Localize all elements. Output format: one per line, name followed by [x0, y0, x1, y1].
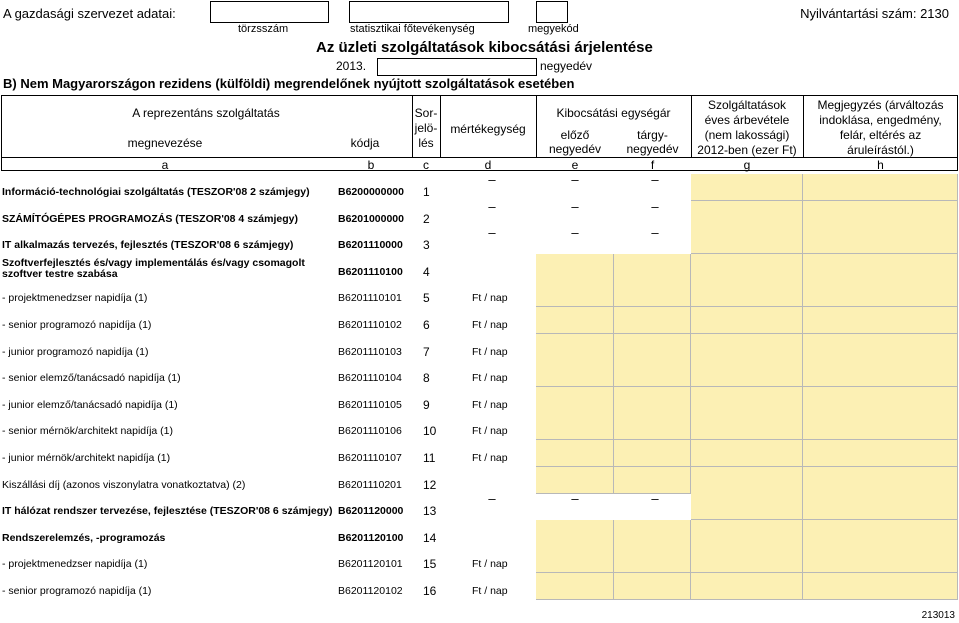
input-cell-e-row-5[interactable]: [536, 280, 614, 307]
input-cell-h-row-10[interactable]: [803, 413, 958, 440]
col-a-label: a: [161, 158, 169, 172]
elozo-header-2: negyedév: [548, 142, 602, 156]
input-cell-g-row-3[interactable]: [691, 227, 803, 254]
dash-mark: –: [488, 172, 496, 187]
col-c-label: c: [423, 158, 429, 172]
input-cell-h-row-15[interactable]: [803, 546, 958, 573]
row-name: SZÁMÍTÓGÉPES PROGRAMOZÁS (TESZOR'08 4 számjegy): [2, 213, 298, 225]
torzsszam-field[interactable]: [210, 1, 329, 23]
input-cell-f-row-15[interactable]: [614, 546, 691, 573]
input-cell-g-row-10[interactable]: [691, 413, 803, 440]
quarter-field[interactable]: [377, 58, 537, 76]
input-cell-g-row-15[interactable]: [691, 546, 803, 573]
input-cell-h-row-6[interactable]: [803, 307, 958, 334]
row-name: - senior mérnök/architekt napidíja (1): [2, 425, 173, 437]
row-name: Szoftverfejlesztés és/vagy implementálás és/vagy csomagolt: [2, 257, 305, 269]
row-number: 2: [423, 212, 430, 226]
input-cell-g-row-4[interactable]: [691, 254, 803, 281]
row-name: - senior programozó napidíja (1): [2, 585, 152, 597]
row-name: - projektmenedzser napidíja (1): [2, 558, 148, 570]
row-code: B6201110107: [338, 452, 402, 464]
megnevezese-header: megnevezése: [127, 136, 203, 150]
row-unit: Ft / nap: [472, 292, 508, 304]
row-number: 5: [423, 291, 430, 305]
row-number: 7: [423, 345, 430, 359]
input-cell-g-row-16[interactable]: [691, 573, 803, 600]
input-cell-f-row-8[interactable]: [614, 360, 691, 387]
dash-mark: –: [571, 491, 579, 506]
input-cell-e-row-9[interactable]: [536, 387, 614, 414]
szolg-header-3: (nem lakossági): [704, 128, 790, 142]
input-cell-f-row-10[interactable]: [614, 413, 691, 440]
dash-mark: –: [571, 225, 579, 240]
col-d-label: d: [484, 158, 492, 172]
row-number: 3: [423, 238, 430, 252]
row-code: B6201110102: [338, 319, 402, 331]
input-cell-f-row-14[interactable]: [614, 520, 691, 547]
input-cell-h-row-8[interactable]: [803, 360, 958, 387]
row-name: - senior programozó napidíja (1): [2, 319, 152, 331]
row-name: Rendszerelemzés, -programozás: [2, 532, 166, 544]
row-code: B6201120100: [338, 532, 404, 544]
dash-mark: –: [651, 225, 659, 240]
row-name: Kiszállási díj (azonos viszonylatra vonatkoztatva) (2): [2, 479, 246, 491]
input-cell-h-row-4[interactable]: [803, 254, 958, 281]
input-cell-g-row-2[interactable]: [691, 201, 803, 228]
dash-mark: –: [488, 491, 496, 506]
megj-header-2: indoklása, engedmény,: [819, 113, 942, 127]
statisztikai-field[interactable]: [349, 1, 509, 23]
row-number: 4: [423, 265, 430, 279]
row-number: 15: [423, 557, 437, 571]
input-cell-g-row-13[interactable]: [691, 493, 803, 520]
input-cell-g-row-8[interactable]: [691, 360, 803, 387]
megyekod-field[interactable]: [536, 1, 568, 23]
row-unit: Ft / nap: [472, 558, 508, 570]
input-cell-h-row-2[interactable]: [803, 201, 958, 228]
row-unit: Ft / nap: [472, 585, 508, 597]
input-cell-f-row-12[interactable]: [614, 467, 691, 494]
row-number: 1: [423, 185, 430, 199]
row-number: 8: [423, 371, 430, 385]
sor-header-1: Sor-: [414, 106, 438, 120]
row-code: B6201120102: [338, 585, 403, 597]
row-number: 13: [423, 504, 437, 518]
col-f-label: f: [650, 158, 655, 172]
input-cell-g-row-1[interactable]: [691, 174, 803, 201]
input-cell-h-row-13[interactable]: [803, 493, 958, 520]
input-cell-g-row-14[interactable]: [691, 520, 803, 547]
statisztikai-label: statisztikai főtevékenység: [350, 23, 475, 35]
org-data-label: A gazdasági szervezet adatai:: [3, 6, 176, 21]
megj-header-4: áruleírástól.): [847, 143, 914, 157]
input-cell-e-row-8[interactable]: [536, 360, 614, 387]
input-cell-g-row-11[interactable]: [691, 440, 803, 467]
input-cell-h-row-5[interactable]: [803, 280, 958, 307]
section-title: B) Nem Magyarországon rezidens (külföldi) megrendelőnek nyújtott szolgáltatások esetében: [3, 76, 575, 91]
row-number: 16: [423, 584, 437, 598]
row-name: - junior programozó napidíja (1): [2, 346, 149, 358]
elozo-header-1: előző: [560, 128, 590, 142]
input-cell-e-row-7[interactable]: [536, 334, 614, 361]
col-e-label: e: [571, 158, 579, 172]
sor-header-3: lés: [418, 136, 434, 150]
input-cell-f-row-7[interactable]: [614, 334, 691, 361]
input-cell-h-row-7[interactable]: [803, 334, 958, 361]
input-cell-f-row-6[interactable]: [614, 307, 691, 334]
input-cell-g-row-12[interactable]: [691, 467, 803, 494]
year-label: 2013.: [336, 59, 367, 73]
torzsszam-label: törzsszám: [238, 23, 289, 35]
col-b-label: b: [367, 158, 375, 172]
row-name: - junior mérnök/architekt napidíja (1): [2, 452, 171, 464]
row-code: B6201110000: [338, 239, 403, 251]
row-name-cont: szoftver testre szabása: [2, 268, 118, 280]
input-cell-g-row-5[interactable]: [691, 280, 803, 307]
input-cell-e-row-10[interactable]: [536, 413, 614, 440]
input-cell-h-row-9[interactable]: [803, 387, 958, 414]
row-unit: Ft / nap: [472, 319, 508, 331]
row-unit: Ft / nap: [472, 372, 508, 384]
mertekegyseg-header: mértékegység: [450, 122, 526, 136]
input-cell-g-row-9[interactable]: [691, 387, 803, 414]
row-code: B6201110101: [338, 292, 402, 304]
input-cell-e-row-14[interactable]: [536, 520, 614, 547]
input-cell-e-row-16[interactable]: [536, 573, 614, 600]
row-code: B6201110103: [338, 346, 402, 358]
input-cell-e-row-11[interactable]: [536, 440, 614, 467]
row-unit: Ft / nap: [472, 346, 508, 358]
input-cell-h-row-14[interactable]: [803, 520, 958, 547]
row-number: 6: [423, 318, 430, 332]
input-cell-f-row-5[interactable]: [614, 280, 691, 307]
row-number: 10: [423, 424, 437, 438]
row-name: - junior elemző/tanácsadó napidíja (1): [2, 399, 178, 411]
row-unit: Ft / nap: [472, 452, 508, 464]
input-cell-f-row-4[interactable]: [614, 254, 691, 281]
input-cell-h-row-3[interactable]: [803, 227, 958, 254]
row-name: IT hálózat rendszer tervezése, fejlesztése (TESZOR'08 6 számjegy): [2, 505, 333, 517]
row-name: - projektmenedzser napidíja (1): [2, 292, 148, 304]
row-name: IT alkalmazás tervezés, fejlesztés (TESZOR'08 6 számjegy): [2, 239, 294, 251]
row-code: B6201110100: [338, 266, 403, 278]
row-number: 12: [423, 478, 437, 492]
input-cell-h-row-11[interactable]: [803, 440, 958, 467]
dash-mark: –: [488, 225, 496, 240]
row-code: B6201110105: [338, 399, 402, 411]
targy-header-1: tárgy-: [637, 128, 668, 142]
footer-code: 213013: [921, 610, 955, 621]
quarter-label: negyedév: [540, 59, 593, 73]
page-title: Az üzleti szolgáltatások kibocsátási árjelentése: [316, 39, 653, 56]
row-code: B6201000000: [338, 213, 404, 225]
dash-mark: –: [488, 199, 496, 214]
row-unit: Ft / nap: [472, 399, 508, 411]
input-cell-e-row-12[interactable]: [536, 467, 614, 494]
megj-header-1: Megjegyzés (árváltozás: [817, 98, 944, 112]
row-number: 9: [423, 398, 430, 412]
row-code: B6201120101: [338, 558, 403, 570]
input-cell-e-row-15[interactable]: [536, 546, 614, 573]
kibocsatasi-header: Kibocsátási egységár: [556, 106, 671, 120]
dash-mark: –: [651, 491, 659, 506]
dash-mark: –: [571, 172, 579, 187]
input-cell-e-row-6[interactable]: [536, 307, 614, 334]
row-number: 11: [423, 451, 436, 465]
input-cell-h-row-16[interactable]: [803, 573, 958, 600]
input-cell-f-row-11[interactable]: [614, 440, 691, 467]
szolg-header-1: Szolgáltatások: [707, 98, 787, 112]
input-cell-h-row-12[interactable]: [803, 467, 958, 494]
row-code: B6201110104: [338, 372, 402, 384]
row-number: 14: [423, 531, 437, 545]
input-cell-g-row-7[interactable]: [691, 334, 803, 361]
szolg-header-4: 2012-ben (ezer Ft): [697, 143, 797, 157]
input-cell-e-row-4[interactable]: [536, 254, 614, 281]
row-code: B6201110106: [338, 425, 402, 437]
input-cell-f-row-9[interactable]: [614, 387, 691, 414]
dash-mark: –: [651, 172, 659, 187]
dash-mark: –: [571, 199, 579, 214]
input-cell-f-row-16[interactable]: [614, 573, 691, 600]
row-name: - senior elemző/tanácsadó napidíja (1): [2, 372, 181, 384]
szolg-header-2: éves árbevétele: [704, 113, 790, 127]
row-code: B6200000000: [338, 186, 404, 198]
kodja-header: kódja: [350, 136, 380, 150]
row-unit: Ft / nap: [472, 425, 508, 437]
input-cell-h-row-1[interactable]: [803, 174, 958, 201]
row-name: Információ-technológiai szolgáltatás (TESZOR'08 2 számjegy): [2, 186, 310, 198]
input-cell-g-row-6[interactable]: [691, 307, 803, 334]
col-h-label: h: [877, 158, 884, 172]
col-g-label: g: [743, 158, 751, 172]
megyekod-label: megyekód: [528, 23, 579, 35]
row-code: B6201120000: [338, 505, 404, 517]
registration-number: Nyilvántartási szám: 2130: [800, 6, 949, 21]
dash-mark: –: [651, 199, 659, 214]
megj-header-3: felár, eltérés az: [839, 128, 922, 142]
row-code: B6201110201: [338, 479, 402, 491]
rep-service-header: A reprezentáns szolgáltatás: [132, 106, 280, 120]
sor-header-2: jelö-: [414, 121, 438, 135]
targy-header-2: negyedév: [626, 142, 679, 156]
